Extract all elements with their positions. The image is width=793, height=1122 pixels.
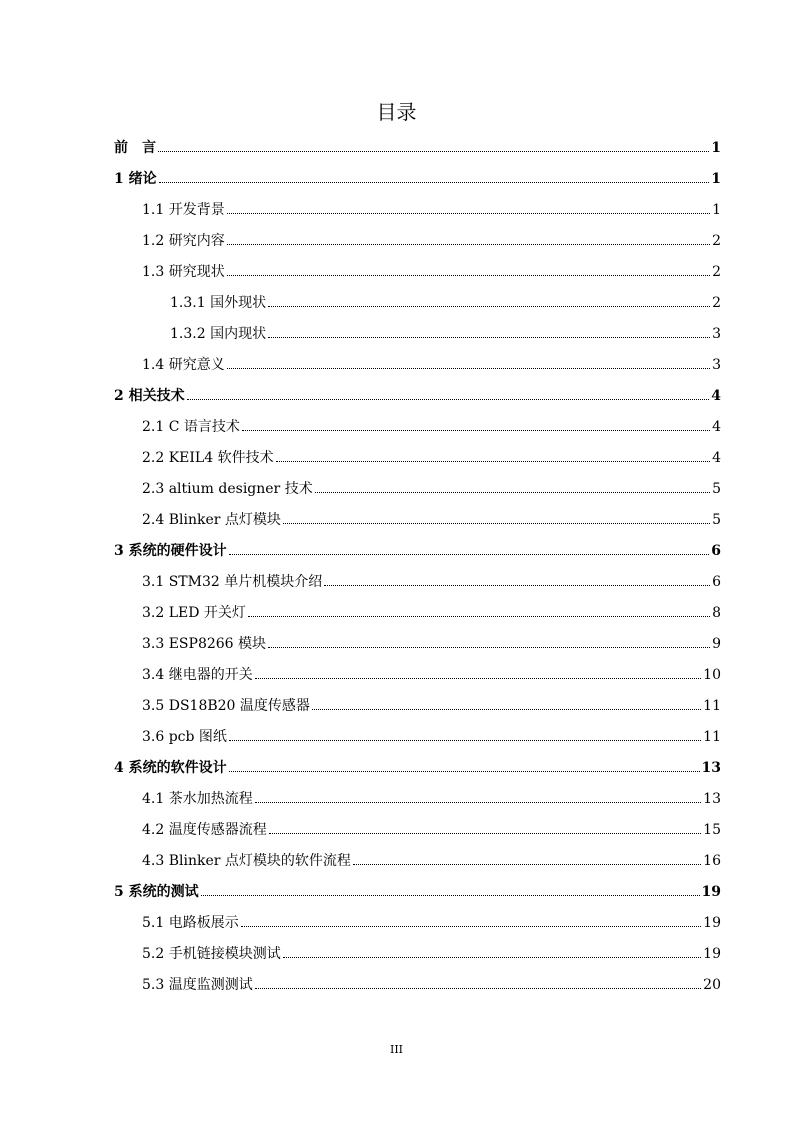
toc-entry-row — [142, 256, 721, 287]
toc-entry[interactable] — [0, 473, 793, 504]
toc-entry-row — [114, 380, 721, 411]
toc-entry-label: 3.1 STM32 单片机模块介绍 — [142, 573, 323, 590]
dot-leader — [255, 802, 701, 803]
toc-entry-label: 1.4 研究意义 — [142, 356, 225, 373]
toc-entry[interactable] — [0, 752, 793, 783]
toc-entry-page: 2 — [712, 294, 721, 311]
toc-entry[interactable] — [0, 690, 793, 721]
dot-leader — [315, 492, 710, 493]
toc-entry[interactable] — [0, 783, 793, 814]
toc-entry[interactable] — [0, 194, 793, 225]
toc-entry-label: 1.3 研究现状 — [142, 263, 225, 280]
toc-entry-page: 2 — [712, 232, 721, 249]
dot-leader — [227, 213, 710, 214]
toc-entry[interactable] — [0, 628, 793, 659]
toc-entry-page: 10 — [703, 666, 721, 683]
toc-entry-label: 3.4 继电器的开关 — [142, 666, 253, 683]
toc-entry-page: 6 — [711, 542, 721, 559]
dot-leader — [324, 585, 710, 586]
toc-entry[interactable] — [0, 659, 793, 690]
toc-entry-page: 16 — [703, 852, 721, 869]
toc-entry-row — [142, 721, 721, 752]
dot-leader — [269, 833, 701, 834]
toc-entry[interactable] — [0, 938, 793, 969]
dot-leader — [283, 523, 710, 524]
toc-entry-label: 4.3 Blinker 点灯模块的软件流程 — [142, 852, 351, 869]
toc-entry-label: 4.1 茶水加热流程 — [142, 790, 253, 807]
dot-leader — [268, 337, 710, 338]
toc-entry-row — [142, 194, 721, 225]
toc-entry-label: 2.1 C 语言技术 — [142, 418, 240, 435]
toc-entry-row — [142, 969, 721, 1000]
toc-entry-row — [142, 442, 721, 473]
toc-entry-row — [170, 287, 721, 318]
toc-entry[interactable] — [0, 876, 793, 907]
toc-entry-label: 2.2 KEIL4 软件技术 — [142, 449, 274, 466]
dot-leader — [353, 864, 701, 865]
toc-entry[interactable] — [0, 845, 793, 876]
toc-entry[interactable] — [0, 535, 793, 566]
toc-entry-label: 3.5 DS18B20 温度传感器 — [142, 697, 310, 714]
toc-entry-label: 1.3.2 国内现状 — [170, 325, 267, 342]
toc-entry-label: 1 绪论 — [114, 170, 157, 187]
toc-entry[interactable] — [0, 256, 793, 287]
toc-entry-label: 4 系统的软件设计 — [114, 759, 227, 776]
toc-entry-page: 8 — [712, 604, 721, 621]
toc-entry-label: 5.1 电路板展示 — [142, 914, 239, 931]
toc-entry-row — [142, 473, 721, 504]
dot-leader — [187, 399, 710, 400]
dot-leader — [229, 554, 710, 555]
toc-entry[interactable] — [0, 504, 793, 535]
toc-entry-row — [142, 411, 721, 442]
toc-entry-label: 1.2 研究内容 — [142, 232, 225, 249]
toc-entry-page: 13 — [703, 790, 721, 807]
toc-entry-page: 13 — [701, 759, 721, 776]
toc-entry-label: 1.3.1 国外现状 — [170, 294, 267, 311]
dot-leader — [276, 461, 711, 462]
toc-entry-label: 1.1 开发背景 — [142, 201, 225, 218]
toc-entry[interactable] — [0, 721, 793, 752]
dot-leader — [283, 957, 701, 958]
toc-entry-label: 5 系统的测试 — [114, 883, 199, 900]
dot-leader — [255, 988, 701, 989]
toc-entry-row — [142, 225, 721, 256]
toc-entry-label: 3.6 pcb 图纸 — [142, 728, 227, 745]
toc-entry-page: 1 — [712, 201, 721, 218]
dot-leader — [242, 430, 710, 431]
toc-entry-page: 3 — [712, 325, 721, 342]
toc-entry-row — [142, 814, 721, 845]
toc-entry-label: 4.2 温度传感器流程 — [142, 821, 267, 838]
dot-leader — [268, 306, 710, 307]
toc-entry-page: 9 — [712, 635, 721, 652]
toc-entry-label: 2.4 Blinker 点灯模块 — [142, 511, 281, 528]
toc-entry-label: 3.3 ESP8266 模块 — [142, 635, 267, 652]
toc-entry[interactable] — [0, 318, 793, 349]
toc-entry[interactable] — [0, 907, 793, 938]
toc-entry-page: 3 — [712, 356, 721, 373]
toc-entry[interactable] — [0, 814, 793, 845]
dot-leader — [159, 182, 710, 183]
dot-leader — [227, 244, 710, 245]
toc-entry-page: 1 — [711, 139, 721, 156]
toc-entry[interactable] — [0, 287, 793, 318]
toc-entry[interactable] — [0, 411, 793, 442]
dot-leader — [268, 647, 710, 648]
toc-entry[interactable] — [0, 132, 793, 163]
toc-entry-row — [142, 628, 721, 659]
toc-title: 目录 — [376, 100, 417, 124]
dot-leader — [227, 368, 710, 369]
toc-entry-row — [114, 876, 721, 907]
toc-entry[interactable] — [0, 969, 793, 1000]
page-number: III — [389, 1043, 404, 1056]
toc-entry-row — [142, 783, 721, 814]
toc-entry-page: 4 — [711, 387, 721, 404]
dot-leader — [229, 740, 701, 741]
toc-entry-page: 11 — [703, 728, 721, 745]
toc-entry[interactable] — [0, 566, 793, 597]
toc-entry[interactable] — [0, 597, 793, 628]
dot-leader — [312, 709, 701, 710]
toc-entry-row — [142, 349, 721, 380]
toc-entry-row — [142, 566, 721, 597]
toc-entry-label: 5.2 手机链接模块测试 — [142, 945, 281, 962]
toc-entry[interactable] — [0, 349, 793, 380]
toc-entry-page: 11 — [703, 697, 721, 714]
toc-entry[interactable] — [0, 163, 793, 194]
toc-entry-page: 4 — [712, 418, 721, 435]
toc-entry-page: 19 — [703, 945, 721, 962]
toc-entry-page: 15 — [703, 821, 721, 838]
toc-entry-row — [114, 752, 721, 783]
toc-entry-row — [142, 504, 721, 535]
toc-entry-label: 前 言 — [114, 139, 156, 156]
toc-entry-row — [142, 690, 721, 721]
dot-leader — [248, 616, 710, 617]
toc-entry-page: 6 — [712, 573, 721, 590]
toc-entry-row — [142, 938, 721, 969]
toc-entry-label: 5.3 温度监测测试 — [142, 976, 253, 993]
toc-entry[interactable] — [0, 380, 793, 411]
toc-entry[interactable] — [0, 442, 793, 473]
toc-entry-row — [142, 845, 721, 876]
dot-leader — [227, 275, 710, 276]
dot-leader — [229, 771, 700, 772]
toc-entry-label: 2 相关技术 — [114, 387, 185, 404]
toc-entry[interactable] — [0, 225, 793, 256]
dot-leader — [158, 151, 709, 152]
toc-entry-page: 2 — [712, 263, 721, 280]
dot-leader — [241, 926, 701, 927]
toc-entry-row — [142, 907, 721, 938]
toc-entry-page: 19 — [703, 914, 721, 931]
toc-entry-page: 5 — [712, 511, 721, 528]
toc-entry-row — [114, 535, 721, 566]
toc-entry-row — [142, 659, 721, 690]
toc-entry-label: 3 系统的硬件设计 — [114, 542, 227, 559]
toc-entry-page: 1 — [711, 170, 721, 187]
dot-leader — [201, 895, 700, 896]
dot-leader — [255, 678, 701, 679]
toc-entry-page: 4 — [712, 449, 721, 466]
toc-entry-page: 20 — [703, 976, 721, 993]
toc-entry-label: 3.2 LED 开关灯 — [142, 604, 246, 621]
toc-entry-row — [170, 318, 721, 349]
toc-entry-page: 19 — [701, 883, 721, 900]
toc-entry-row — [114, 163, 721, 194]
toc-entry-row — [114, 132, 721, 163]
toc-entry-row — [142, 597, 721, 628]
toc-entry-page: 5 — [712, 480, 721, 497]
toc-entry-label: 2.3 altium designer 技术 — [142, 480, 313, 497]
